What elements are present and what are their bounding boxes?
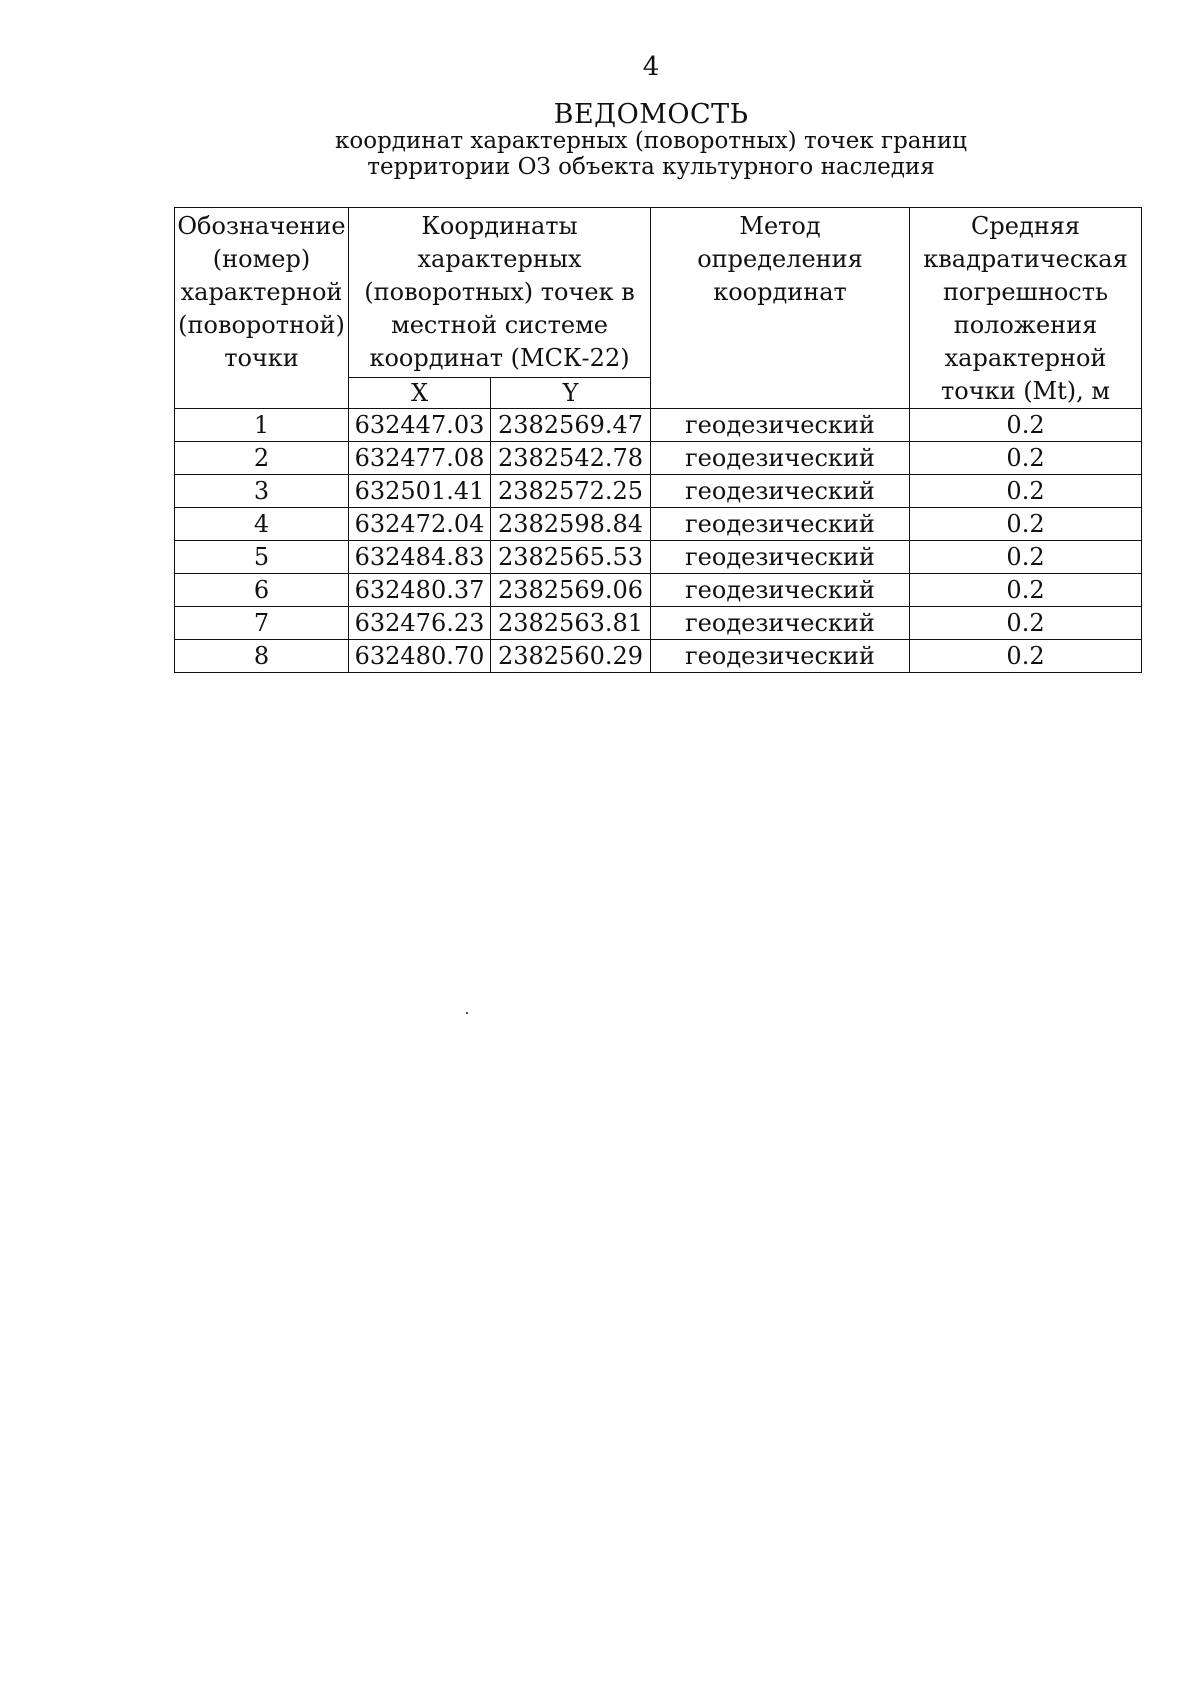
cell-y: 2382569.47 xyxy=(491,409,651,442)
cell-point-number: 4 xyxy=(175,508,349,541)
cell-x: 632484.83 xyxy=(349,541,491,574)
cell-method: геодезический xyxy=(651,574,910,607)
table-row xyxy=(175,541,1142,574)
header-error-line: квадратическая xyxy=(923,245,1128,273)
table-row xyxy=(175,475,1142,508)
cell-method: геодезический xyxy=(651,541,910,574)
header-designation-line: Обозначение xyxy=(177,212,346,240)
header-designation-line: (поворотной) xyxy=(178,311,345,339)
header-designation xyxy=(175,208,349,409)
header-y: Y xyxy=(491,377,651,408)
cell-mt: 0.2 xyxy=(910,541,1142,574)
header-error-line: характерной xyxy=(944,344,1107,372)
header-error xyxy=(910,208,1142,409)
header-error-line: погрешность xyxy=(942,278,1109,306)
cell-point-number: 7 xyxy=(175,607,349,640)
cell-point-number: 8 xyxy=(175,640,349,673)
header-coordinates-line: координат (МСК-22) xyxy=(369,344,630,372)
title-block xyxy=(0,99,1200,180)
cell-y: 2382560.29 xyxy=(491,640,651,673)
cell-method: геодезический xyxy=(651,442,910,475)
cell-method: геодезический xyxy=(651,607,910,640)
document-title: ВЕДОМОСТЬ xyxy=(553,99,749,130)
table-row xyxy=(175,442,1142,475)
cell-point-number: 6 xyxy=(175,574,349,607)
cell-y: 2382563.81 xyxy=(491,607,651,640)
cell-x: 632472.04 xyxy=(349,508,491,541)
header-designation-line: характерной xyxy=(180,278,343,306)
cell-method: геодезический xyxy=(651,640,910,673)
cell-mt: 0.2 xyxy=(910,442,1142,475)
header-error-line: Средняя xyxy=(971,212,1080,240)
cell-x: 632501.41 xyxy=(349,475,491,508)
coordinates-table xyxy=(174,207,1142,673)
header-x: X xyxy=(349,377,491,408)
header-designation-line: (номер) xyxy=(212,245,311,273)
scan-speck xyxy=(466,1012,468,1014)
cell-point-number: 5 xyxy=(175,541,349,574)
cell-x: 632476.23 xyxy=(349,607,491,640)
cell-y: 2382569.06 xyxy=(491,574,651,607)
page-number: 4 xyxy=(642,52,660,82)
header-coordinates-line: характерных xyxy=(417,245,582,273)
cell-x: 632480.70 xyxy=(349,640,491,673)
header-error-line: точки (Mt), м xyxy=(940,377,1111,405)
cell-x: 632480.37 xyxy=(349,574,491,607)
header-method-line: Метод определения xyxy=(697,212,863,273)
header-coordinates xyxy=(349,208,651,378)
table-row xyxy=(175,607,1142,640)
cell-mt: 0.2 xyxy=(910,409,1142,442)
cell-mt: 0.2 xyxy=(910,574,1142,607)
cell-point-number: 1 xyxy=(175,409,349,442)
header-coordinates-line: местной системе xyxy=(391,311,608,339)
table-row xyxy=(175,409,1142,442)
cell-method: геодезический xyxy=(651,508,910,541)
table-row xyxy=(175,574,1142,607)
header-coordinates-line: Координаты xyxy=(421,212,578,240)
header-error-line: положения xyxy=(953,311,1098,339)
table-header-row xyxy=(175,208,1142,378)
cell-mt: 0.2 xyxy=(910,508,1142,541)
table-row xyxy=(175,508,1142,541)
cell-mt: 0.2 xyxy=(910,607,1142,640)
header-coordinates-line: (поворотных) точек в xyxy=(364,278,635,306)
cell-mt: 0.2 xyxy=(910,640,1142,673)
cell-y: 2382598.84 xyxy=(491,508,651,541)
cell-mt: 0.2 xyxy=(910,475,1142,508)
cell-point-number: 2 xyxy=(175,442,349,475)
cell-method: геодезический xyxy=(651,409,910,442)
cell-x: 632447.03 xyxy=(349,409,491,442)
cell-point-number: 3 xyxy=(175,475,349,508)
document-subtitle-line-2: территории ОЗ объекта культурного наследия xyxy=(367,154,935,180)
cell-y: 2382572.25 xyxy=(491,475,651,508)
cell-x: 632477.08 xyxy=(349,442,491,475)
header-method-line: координат xyxy=(713,278,847,306)
document-subtitle-line-1: координат характерных (поворотных) точек границ xyxy=(335,128,967,154)
cell-method: геодезический xyxy=(651,475,910,508)
cell-y: 2382542.78 xyxy=(491,442,651,475)
header-designation-line: точки xyxy=(224,344,299,372)
table-row xyxy=(175,640,1142,673)
cell-y: 2382565.53 xyxy=(491,541,651,574)
header-method xyxy=(651,208,910,409)
